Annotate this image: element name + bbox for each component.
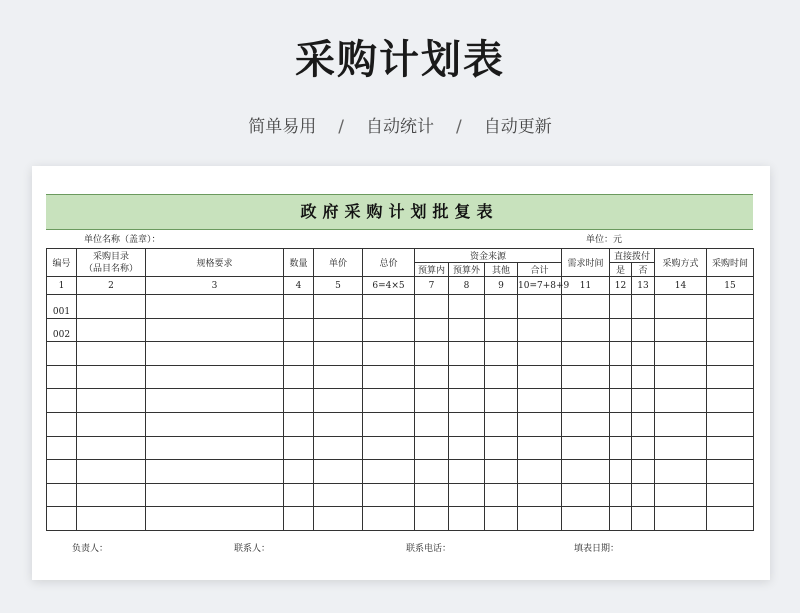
table-cell[interactable]: [415, 295, 449, 319]
phone-label: 联系电话：: [406, 543, 452, 554]
column-number: 11: [562, 277, 610, 295]
row-serial-cell[interactable]: [47, 507, 77, 531]
col-spec: 规格要求: [146, 249, 284, 277]
table-cell[interactable]: [707, 412, 754, 436]
table-cell[interactable]: [610, 436, 632, 460]
table-cell[interactable]: [632, 342, 655, 366]
table-cell[interactable]: [415, 318, 449, 342]
table-cell[interactable]: [415, 342, 449, 366]
column-number: 3: [146, 277, 284, 295]
feature-tagline: [0, 112, 800, 137]
plan-table: [46, 248, 754, 531]
table-cell[interactable]: [146, 295, 284, 319]
table-cell[interactable]: [449, 460, 485, 484]
table-cell[interactable]: [707, 318, 754, 342]
table-cell[interactable]: [77, 412, 146, 436]
table-body: [47, 295, 754, 531]
table-cell[interactable]: [485, 436, 518, 460]
table-cell[interactable]: [562, 483, 610, 507]
table-cell[interactable]: [284, 342, 314, 366]
col-fund-source: 资金来源: [415, 249, 562, 263]
table-cell[interactable]: [655, 412, 707, 436]
table-row: [47, 389, 754, 413]
col-budget-out: 预算外: [449, 263, 485, 277]
column-number: 5: [314, 277, 363, 295]
table-cell[interactable]: [655, 389, 707, 413]
col-total-price: 总价: [363, 249, 415, 277]
table-cell[interactable]: [77, 295, 146, 319]
table-cell[interactable]: [415, 412, 449, 436]
row-serial-cell[interactable]: [47, 483, 77, 507]
date-label: 填表日期：: [574, 543, 620, 554]
table-cell[interactable]: [77, 365, 146, 389]
unit-name-label: 单位名称（盖章）：: [84, 235, 161, 245]
table-cell[interactable]: [415, 365, 449, 389]
table-cell[interactable]: [363, 295, 415, 319]
table-cell[interactable]: [415, 483, 449, 507]
table-cell[interactable]: [363, 342, 415, 366]
sheet-meta: [46, 230, 753, 248]
column-number: 14: [655, 277, 707, 295]
table-cell[interactable]: [655, 507, 707, 531]
table-cell[interactable]: [562, 436, 610, 460]
row-serial-cell[interactable]: [47, 389, 77, 413]
table-cell[interactable]: [449, 507, 485, 531]
table-cell[interactable]: [363, 318, 415, 342]
table-cell[interactable]: [77, 507, 146, 531]
table-cell[interactable]: [449, 295, 485, 319]
table-cell[interactable]: [707, 389, 754, 413]
signature-row: [46, 539, 753, 563]
col-method: 采购方式: [655, 249, 707, 277]
table-cell[interactable]: [77, 342, 146, 366]
table-cell[interactable]: [655, 342, 707, 366]
table-row: [47, 318, 754, 342]
table-cell[interactable]: [284, 318, 314, 342]
column-number: 13: [632, 277, 655, 295]
table-cell[interactable]: [562, 318, 610, 342]
owner-label: 负责人：: [72, 543, 109, 554]
table-cell[interactable]: [632, 412, 655, 436]
table-cell[interactable]: [518, 318, 562, 342]
tag-auto-stat: 自动统计: [366, 117, 434, 137]
page-title: 采购计划表: [295, 37, 505, 83]
table-cell[interactable]: [632, 365, 655, 389]
table-cell[interactable]: [363, 389, 415, 413]
table-cell[interactable]: [562, 342, 610, 366]
column-number: 12: [610, 277, 632, 295]
table-cell[interactable]: [562, 389, 610, 413]
table-cell[interactable]: [518, 507, 562, 531]
table-cell[interactable]: [562, 365, 610, 389]
table-cell[interactable]: [415, 436, 449, 460]
col-direct-pay: 直接拨付: [610, 249, 655, 263]
table-cell[interactable]: [77, 460, 146, 484]
table-cell[interactable]: [284, 389, 314, 413]
table-cell[interactable]: [707, 483, 754, 507]
row-serial-cell[interactable]: [47, 436, 77, 460]
table-cell[interactable]: [284, 436, 314, 460]
col-quantity: 数量: [284, 249, 314, 277]
table-cell[interactable]: [363, 412, 415, 436]
table-cell[interactable]: [485, 318, 518, 342]
table-cell[interactable]: [632, 389, 655, 413]
table-cell[interactable]: [284, 412, 314, 436]
table-row: [47, 436, 754, 460]
row-serial-cell[interactable]: 002: [47, 318, 77, 342]
table-cell[interactable]: [610, 483, 632, 507]
table-cell[interactable]: [485, 460, 518, 484]
column-number: 2: [77, 277, 146, 295]
column-number: 15: [707, 277, 754, 295]
table-cell[interactable]: [632, 295, 655, 319]
table-row: [47, 483, 754, 507]
table-cell[interactable]: [449, 436, 485, 460]
table-cell[interactable]: [363, 436, 415, 460]
table-cell[interactable]: [449, 412, 485, 436]
table-cell[interactable]: [284, 507, 314, 531]
table-cell[interactable]: [146, 389, 284, 413]
table-cell[interactable]: [284, 460, 314, 484]
table-cell[interactable]: [518, 365, 562, 389]
table-cell[interactable]: [77, 389, 146, 413]
col-yes: 是: [610, 263, 632, 277]
table-row: [47, 507, 754, 531]
currency-unit-label: 单位：元: [586, 235, 623, 245]
table-row: [47, 412, 754, 436]
table-cell[interactable]: [632, 507, 655, 531]
table-cell[interactable]: [146, 436, 284, 460]
table-cell[interactable]: [655, 483, 707, 507]
table-cell[interactable]: [610, 389, 632, 413]
table-cell[interactable]: [485, 389, 518, 413]
table-cell[interactable]: [314, 460, 363, 484]
table-cell[interactable]: [314, 483, 363, 507]
sheet-title: 政府采购计划批复表: [46, 194, 753, 230]
table-cell[interactable]: [610, 507, 632, 531]
col-unit-price: 单价: [314, 249, 363, 277]
table-cell[interactable]: [610, 460, 632, 484]
table-cell[interactable]: [449, 365, 485, 389]
table-cell[interactable]: [518, 483, 562, 507]
table-cell[interactable]: [449, 342, 485, 366]
table-cell[interactable]: [146, 483, 284, 507]
table-cell[interactable]: [314, 507, 363, 531]
row-serial-cell[interactable]: [47, 460, 77, 484]
table-cell[interactable]: [562, 412, 610, 436]
table-cell[interactable]: [632, 483, 655, 507]
table-cell[interactable]: [707, 436, 754, 460]
row-serial-cell[interactable]: [47, 342, 77, 366]
table-cell[interactable]: [485, 412, 518, 436]
table-cell[interactable]: [655, 436, 707, 460]
table-cell[interactable]: [314, 318, 363, 342]
table-cell[interactable]: [610, 342, 632, 366]
column-number-row: [47, 277, 754, 295]
table-cell[interactable]: [610, 412, 632, 436]
table-cell[interactable]: [77, 436, 146, 460]
column-number: 4: [284, 277, 314, 295]
table-cell[interactable]: [707, 460, 754, 484]
table-cell[interactable]: [610, 365, 632, 389]
table-cell[interactable]: [518, 460, 562, 484]
table-cell[interactable]: [363, 483, 415, 507]
table-cell[interactable]: [518, 412, 562, 436]
table-cell[interactable]: [632, 460, 655, 484]
table-cell[interactable]: [146, 342, 284, 366]
table-cell[interactable]: [314, 295, 363, 319]
column-number: 7: [415, 277, 449, 295]
table-cell[interactable]: [655, 318, 707, 342]
table-cell[interactable]: [314, 365, 363, 389]
approval-sheet: [46, 194, 753, 563]
table-cell[interactable]: [707, 342, 754, 366]
header-row-1: [47, 249, 754, 263]
table-cell[interactable]: [655, 295, 707, 319]
col-catalog: 采购目录 （品目名称）: [77, 249, 146, 277]
table-cell[interactable]: [485, 295, 518, 319]
table-cell[interactable]: [146, 412, 284, 436]
table-cell[interactable]: [363, 460, 415, 484]
tag-separator: /: [338, 117, 344, 137]
table-cell[interactable]: [707, 365, 754, 389]
table-cell[interactable]: [632, 318, 655, 342]
table-cell[interactable]: [518, 342, 562, 366]
row-serial-cell[interactable]: [47, 412, 77, 436]
table-cell[interactable]: [284, 365, 314, 389]
col-purchase-time: 采购时间: [707, 249, 754, 277]
tag-separator: /: [456, 117, 462, 137]
table-row: [47, 295, 754, 319]
table-cell[interactable]: [284, 295, 314, 319]
col-serial: 编号: [47, 249, 77, 277]
column-number: 9: [485, 277, 518, 295]
table-cell[interactable]: [562, 507, 610, 531]
table-cell[interactable]: [363, 365, 415, 389]
table-cell[interactable]: [562, 460, 610, 484]
row-serial-cell[interactable]: 001: [47, 295, 77, 319]
table-cell[interactable]: [655, 460, 707, 484]
table-cell[interactable]: [485, 365, 518, 389]
table-cell[interactable]: [632, 436, 655, 460]
spreadsheet-preview: [32, 166, 770, 580]
table-cell[interactable]: [518, 295, 562, 319]
table-cell[interactable]: [314, 436, 363, 460]
table-cell[interactable]: [415, 507, 449, 531]
table-row: [47, 460, 754, 484]
column-number: 6=4×5: [363, 277, 415, 295]
col-other: 其他: [485, 263, 518, 277]
column-number: 1: [47, 277, 77, 295]
table-row: [47, 342, 754, 366]
table-cell[interactable]: [314, 412, 363, 436]
row-serial-cell[interactable]: [47, 365, 77, 389]
table-cell[interactable]: [415, 389, 449, 413]
table-cell[interactable]: [485, 483, 518, 507]
table-cell[interactable]: [77, 318, 146, 342]
column-number: 8: [449, 277, 485, 295]
contact-label: 联系人：: [234, 543, 271, 554]
col-budget-in: 预算内: [415, 263, 449, 277]
table-cell[interactable]: [77, 483, 146, 507]
table-cell[interactable]: [146, 318, 284, 342]
table-cell[interactable]: [314, 389, 363, 413]
table-cell[interactable]: [146, 507, 284, 531]
table-cell[interactable]: [415, 460, 449, 484]
column-number: 10=7+8+9: [518, 277, 562, 295]
tag-auto-update: 自动更新: [483, 117, 552, 137]
table-cell[interactable]: [314, 342, 363, 366]
table-cell[interactable]: [146, 460, 284, 484]
table-cell[interactable]: [518, 436, 562, 460]
table-cell[interactable]: [655, 365, 707, 389]
table-cell[interactable]: [449, 483, 485, 507]
table-cell[interactable]: [449, 318, 485, 342]
table-cell[interactable]: [610, 318, 632, 342]
table-cell[interactable]: [610, 295, 632, 319]
table-cell[interactable]: [449, 389, 485, 413]
col-need-time: 需求时间: [562, 249, 610, 277]
table-cell[interactable]: [485, 342, 518, 366]
table-cell[interactable]: [485, 507, 518, 531]
table-cell[interactable]: [146, 365, 284, 389]
table-cell[interactable]: [363, 507, 415, 531]
table-cell[interactable]: [707, 295, 754, 319]
tag-easy: 简单易用: [248, 117, 317, 137]
col-subtotal: 合计: [518, 263, 562, 277]
col-no: 否: [632, 263, 655, 277]
table-row: [47, 365, 754, 389]
table-cell[interactable]: [284, 483, 314, 507]
table-cell[interactable]: [518, 389, 562, 413]
table-cell[interactable]: [562, 295, 610, 319]
table-cell[interactable]: [707, 507, 754, 531]
